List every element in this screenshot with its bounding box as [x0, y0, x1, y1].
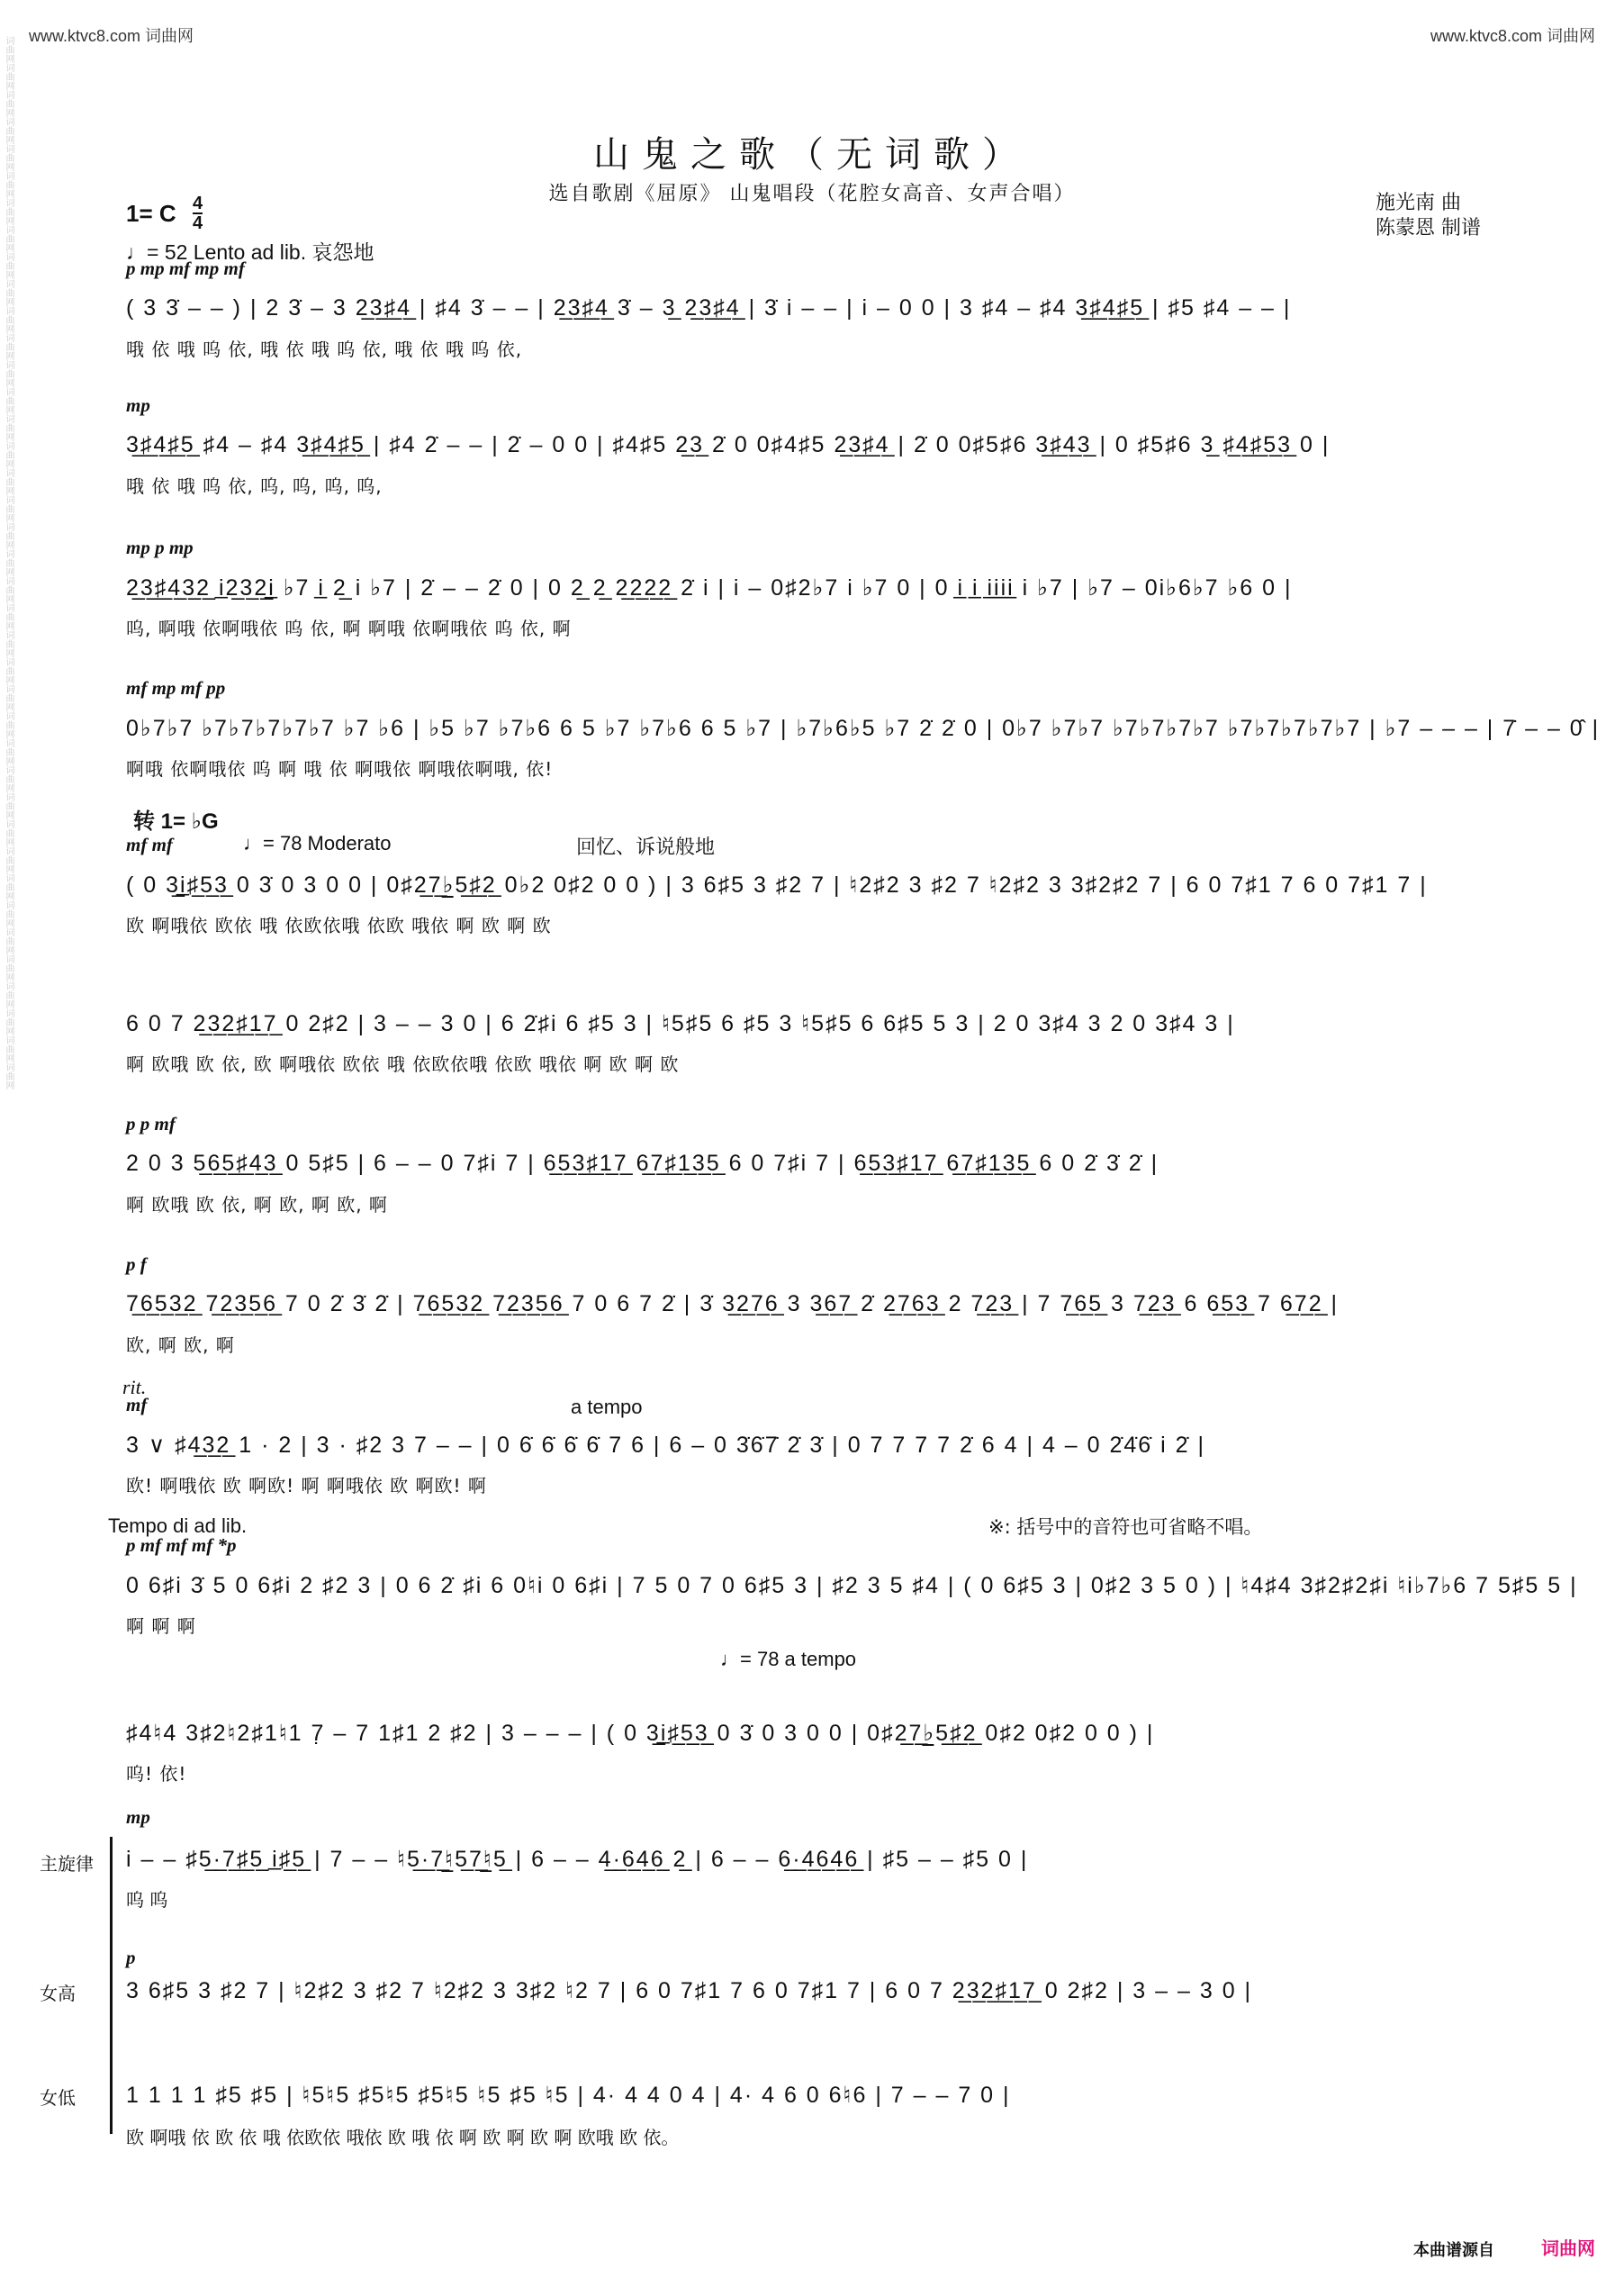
system-lyrics: 啊 啊 啊: [126, 1615, 196, 1637]
system-dynamics: p mp mf mp mf: [126, 258, 245, 279]
melody-lyrics: 呜 呜: [126, 1889, 168, 1911]
system-2: [126, 387, 1498, 495]
system-9: [126, 1387, 1498, 1495]
footnote: ※: 括号中的音符也可省略不唱。: [988, 1516, 1263, 1538]
system-dynamics: p p mf: [126, 1113, 176, 1134]
part-label-melody: 主旋律: [40, 1853, 94, 1875]
system-notes: 7̲6̲5̲3̲2̲ 7̲2̲3̲5̲6̲ 7 0 2̇ 3̇ 2̇ | 7̲6̲5̲3̲2̲ 7̲2̲3̲5̲6̲ 7 0 6 7 2̇ | 3̇ 3̲2̲7̲6̲ 3 3̲6̲7̲ 2̇ 2̲7̲6̲3̲ 2 7̲2̲3̲ | 7 7̲6̲5̲ 3 7̲2̲3̲ 6 6̲5̲3̲ 7 6̲7̲2̲ |: [126, 1291, 1340, 1316]
system-notes: 2 0 3 5̲6̲5̲♯̲4̲3̲ 0 5♯5 | 6 – – 0 7♯i 7 | 6̲5̲3̲♯̲1̲7̲ 6̲7̲♯̲1̲3̲5̲ 6 0 7♯i 7 | 6̲5̲3̲♯̲1̲7̲ 6̲7̲♯̲1̲3̲5̲ 6 0 2̇ 3̇ 2̇ |: [126, 1151, 1159, 1176]
system-notes: ( 0 3̲i̲♯̲5̲3̲ 0 3̇ 0 3 0 0 | 0♯2̲7̲♭̲5̲♯̲2̲ 0♭2 0♯2 0 0 ) | 3 6♯5 3 ♯2 7 | ♮2♯2 3 ♯2 7 ♮2♯2 3 3♯2♯2 7 | 6 0 7♯1 7 6 0 7♯1 7 |: [126, 872, 1428, 898]
site-url-left[interactable]: www.ktvc8.com 词曲网: [29, 27, 194, 45]
melody-notes: i – – ♯5̲·̲7̲♯̲5̲ i̲♯̲5̲ | 7 – – ♮5̲·̲7̲♮̲5̲7̲♮̲5̲ | 6 – – 4̲·̲6̲4̲6̲ 2̲ | 6 – – 6̲·̲4̲6̲4̲6̲ | ♯5 – – ♯5 0 |: [126, 1847, 1029, 1872]
system-lyrics: 啊哦 依啊哦依 呜 啊 哦 依 啊哦依 啊哦依啊哦, 依!: [126, 758, 554, 780]
footer-logo[interactable]: 词曲网: [1541, 2237, 1595, 2259]
system-dynamics: mf mp mf pp: [126, 677, 226, 699]
a-tempo-marking: a tempo: [571, 1396, 643, 1418]
site-url-right[interactable]: www.ktvc8.com 词曲网: [1430, 27, 1595, 45]
composer-credit: 施光南 曲: [1376, 192, 1461, 214]
system-dynamics: mf mf: [126, 834, 173, 855]
system-dynamics: mp: [126, 394, 150, 416]
soprano-dynamic: p: [126, 1947, 136, 1968]
tempo-marking-2: ♩= 78 Moderato: [243, 832, 392, 854]
tempo-marking: ♩= 52 Lento ad lib. 哀怨地: [126, 240, 374, 264]
system-4: [126, 670, 1601, 780]
system-notes: 3 ∨ ♯4̲3̲2̲ 1 · 2 | 3 · ♯2 3 7 – – | 0 6̇ 6̇ 6̇ 6̇ 7 6 | 6 – 0 3̇6̇7̇ 2̇ 3̇ | 0 7 7 7 7 2̇ 6 4 | 4 – 0 2̇4̇6̇ i 2̇ |: [126, 1433, 1205, 1458]
side-watermark: 词曲网词曲网词曲网词曲网词曲网词曲网词曲网词曲网词曲网词曲网词曲网词曲网词曲网词曲网词曲网词曲网词曲网词曲网词曲网词曲网词曲网词曲网词曲网词曲网词曲网词曲网词曲网词曲网词曲网词曲网词曲网词曲网词曲网词曲网词曲网词曲网词曲网词曲网词曲网: [4, 36, 14, 1089]
alto-lyrics: 欧 啊哦 依 欧 依 哦 依欧依 哦依 欧 哦 依 啊 欧 啊 欧 啊 欧哦 欧 依。: [126, 2127, 680, 2148]
system-notes: 2̲3̲♯̲4̲3̲2̲ i̲2̲3̲2̲i̲ ♭7 i̲ 2̲ i ♭7 | 2̇ – – 2̇ 0 | 0 2̲ 2̲ 2̲2̲2̲2̲ 2̇ i | i – 0♯2♭7 i ♭7 0 | 0 i̲ i̲ i̲i̲i̲i̲ i ♭7 | ♭7 – 0i♭6♭7 ♭6 0 |: [126, 575, 1293, 601]
system-lyrics: 欧, 啊 欧, 啊: [126, 1334, 235, 1356]
time-signature-top: 4: [193, 194, 203, 213]
system-5: [126, 827, 1498, 935]
system-lyrics: 欧! 啊哦依 欧 啊欧! 啊 啊哦依 欧 啊欧! 啊: [126, 1475, 487, 1496]
part-label-alto: 女低: [40, 2087, 76, 2109]
system-6: [126, 965, 1498, 1073]
system-dynamics: p mf mf mf *p: [126, 1534, 237, 1556]
subtitle: 选自歌剧《屈原》 山鬼唱段（花腔女高音、女声合唱）: [548, 183, 1076, 205]
expression-marking: 回忆、诉说般地: [576, 836, 716, 859]
system-8: [126, 1246, 1498, 1354]
system-dynamics: p f: [126, 1253, 147, 1275]
system-lyrics: 啊 欧哦 欧 依, 啊 欧, 啊 欧, 啊: [126, 1194, 388, 1216]
rit-marking: rit.: [122, 1376, 147, 1398]
key-change: 转 1= ♭G: [133, 809, 219, 834]
system-1: [126, 250, 1498, 358]
page-title: 山鬼之歌（无词歌）: [593, 134, 1031, 176]
tempo-marking-4: ♩= 78 a tempo: [720, 1648, 857, 1670]
footer-source-text: 本曲谱源自: [1413, 2241, 1494, 2260]
system-notes: 0 6♯i 3̇ 5 0 6♯i 2 ♯2 3 | 0 6 2̇ ♯i 6 0♮i 0 6♯i | 7 5 0 7 0 6♯5 3 | ♯2 3 5 ♯4 | ( 0 6♯5 3 | 0♯2 3 5 0 ) | ♮4♯4 3♯2♯2♯i ♮i♭7♭6 7 5♯5 5 |: [126, 1573, 1578, 1598]
soprano-notes: 3 6♯5 3 ♯2 7 | ♮2♯2 3 ♯2 7 ♮2♯2 3 3♯2 ♮2 7 | 6 0 7♯1 7 6 0 7♯1 7 | 6 0 7 2̲3̲2̲♯̲1̲7̲ 0 2♯2 | 3 – – 3 0 |: [126, 1978, 1253, 2003]
system-7: [126, 1106, 1498, 1214]
system-notes: 3̲♯̲4̲♯̲5̲ ♯4 – ♯4 3̲♯̲4̲♯̲5̲ | ♯4 2̇ – – | 2̇ – 0 0 | ♯4♯5 2̲3̲ 2̇ 0 0♯4♯5 2̲3̲♯̲4̲ | 2̇ 0 0♯5♯6 3̲♯̲4̲3̲ | 0 ♯5♯6 3̲ ♯̲4̲♯̲5̲3̲ 0 |: [126, 432, 1331, 457]
system-lyrics: 哦 依 哦 呜 依, 哦 依 哦 呜 依, 哦 依 哦 呜 依,: [126, 339, 523, 360]
system-notes: ♯4♮4 3♯2♮2♯1♮1 7̣ – 7 1♯1 2 ♯2 | 3 – – – | ( 0 3̲i̲♯̲5̲3̲ 0 3̇ 0 3 0 0 | 0♯2̲7̲♭̲5̲♯̲2̲ 0♯2 0♯2 0 0 ) |: [126, 1721, 1155, 1746]
system-notes: 6 0 7 2̲3̲2̲♯̲1̲7̲ 0 2♯2 | 3 – – 3 0 | 6 2̇♯i 6 ♯5 3 | ♮5♯5 6 ♯5 3 ♮5♯5 6 6♯5 5 3 | 2 0 3♯4 3 2 0 3♯4 3 |: [126, 1011, 1235, 1036]
alto-notes: 1 1 1 1 ♯5 ♯5 | ♮5♮5 ♯5♮5 ♯5♮5 ♮5 ♯5 ♮5 | 4· 4 4 0 4 | 4· 4 6 0 6♮6 | 7 – – 7 0 |: [126, 2083, 1011, 2108]
system-notes: ( 3 3̇ – – ) | 2 3̇ – 3 2̲3̲♯̲4̲ | ♯4 3̇ – – | 2̲3̲♯̲4̲ 3̇ – 3̲ 2̲3̲♯̲4̲ | 3̇ i – – | i – 0 0 | 3 ♯4 – ♯4 3̲♯̲4̲♯̲5̲ | ♯5 ♯4 – – |: [126, 295, 1292, 321]
system-lyrics: 啊 欧哦 欧 依, 欧 啊哦依 欧依 哦 依欧依哦 依欧 哦依 啊 欧 啊 欧: [126, 1053, 680, 1075]
system-lyrics: 呜, 啊哦 依啊哦依 呜 依, 啊 啊哦 依啊哦依 呜 依, 啊: [126, 618, 572, 639]
system-10: [126, 1527, 1578, 1637]
tempo-marking-3: Tempo di ad lib.: [108, 1514, 248, 1537]
system-dynamics: mp p mp: [126, 537, 194, 558]
part-label-soprano: 女高: [40, 1983, 76, 2004]
arranger-credit: 陈蒙恩 制谱: [1376, 217, 1481, 240]
system-notes: 0♭7♭7 ♭7♭7♭7♭7♭7 ♭7 ♭6 | ♭5 ♭7 ♭7♭6 6 5 ♭7 ♭7♭6 6 5 ♭7 | ♭7♭6♭5 ♭7 2̇ 2̇ 0 | 0♭7 ♭7♭7 ♭7♭7♭7♭7 ♭7♭7♭7♭7♭7 | ♭7 – – – | 7̇ – – 0̂ |: [126, 716, 1601, 741]
choir-brace: [110, 1837, 122, 2134]
system-lyrics: 哦 依 哦 呜 依, 呜, 呜, 呜, 呜,: [126, 475, 383, 497]
system-dynamics: mf: [126, 1394, 148, 1415]
system-lyrics: 呜! 依!: [126, 1763, 187, 1785]
time-signature-bottom: 4: [193, 213, 203, 233]
time-signature: [193, 194, 203, 232]
system-11: [126, 1675, 1498, 1783]
system-lyrics: 欧 啊哦依 欧依 哦 依欧依哦 依欧 哦依 啊 欧 啊 欧: [126, 915, 552, 936]
key-signature: 1= C: [126, 200, 176, 227]
system-3: [126, 529, 1498, 637]
melody-dynamic: mp: [126, 1806, 150, 1828]
